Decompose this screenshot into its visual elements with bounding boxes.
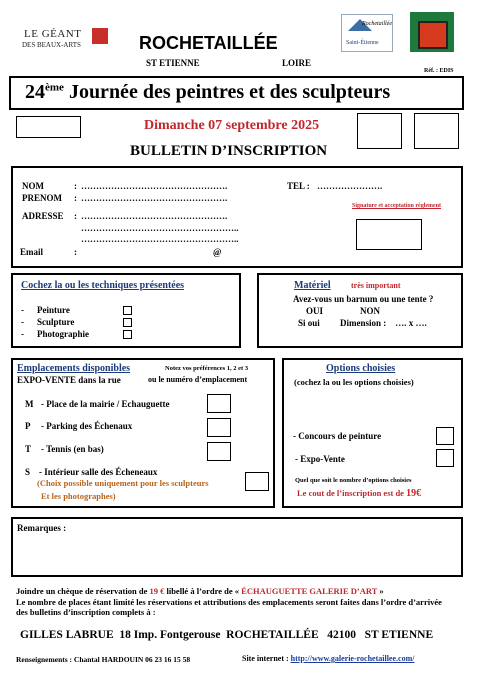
options-cost-text: Le cout de l’inscription est de	[297, 488, 404, 498]
technique-label-photographie: Photographie	[37, 329, 90, 339]
logo-left-mark	[92, 28, 108, 44]
emplacement-label-t: - Tennis (en bas)	[41, 444, 104, 454]
logo-left-line1: LE GÉANT	[24, 28, 82, 40]
logo-right-inner	[418, 21, 448, 49]
options-subtitle: (cochez la ou les options choisies)	[294, 377, 414, 387]
nom-colon: :	[74, 181, 77, 191]
email-at: @	[213, 247, 222, 257]
adresse-dots-3: ……………………………………………..	[81, 234, 239, 244]
options-cost-value: 19€	[406, 488, 422, 499]
logo-center-name: Rochetaillée	[362, 21, 392, 27]
emplacement-letter-p: P	[25, 421, 31, 431]
signature-label: Signature et acceptation règlement	[352, 203, 442, 209]
prenom-label: PRENOM	[22, 193, 62, 203]
emplacement-box-s[interactable]	[245, 472, 269, 491]
options-box	[282, 358, 463, 508]
materiel-question: Avez-vous un barnum ou une tente ?	[293, 294, 434, 304]
title-text: Journée des peintres et des sculpteurs	[68, 81, 391, 103]
emplacements-note1: Notez vos préférences 1, 2 et 3	[165, 365, 249, 372]
options-cost	[297, 488, 421, 499]
photo-box-right-2	[414, 113, 459, 149]
bulletin-title: BULLETIN D’INSCRIPTION	[130, 143, 328, 159]
logo-left	[20, 26, 110, 52]
emplacement-box-t[interactable]	[207, 442, 231, 461]
email-colon: :	[74, 247, 77, 257]
email-label: Email	[20, 247, 44, 257]
tel-dots: ………………….	[317, 181, 383, 191]
signature-box[interactable]	[356, 219, 422, 250]
identity-box	[11, 166, 463, 268]
nom-label: NOM	[22, 181, 44, 191]
footer-line1-b: libellé à l’ordre de «	[166, 586, 240, 596]
footer-site-label: Site internet :	[242, 654, 289, 663]
emplacement-label-m: - Place de la mairie / Echauguette	[41, 399, 170, 409]
prenom-colon: :	[74, 193, 77, 203]
techniques-box	[11, 273, 241, 348]
technique-label-sculpture: Sculpture	[37, 317, 75, 327]
option-label-expo: - Expo-Vente	[295, 454, 345, 464]
emplacement-label-s: - Intérieur salle des Écheneaux	[39, 467, 158, 477]
event-date: Dimanche 07 septembre 2025	[144, 118, 320, 133]
technique-checkbox-sculpture[interactable]	[123, 318, 132, 327]
footer-line1	[16, 586, 384, 596]
materiel-dimension: Dimension : …. x ….	[340, 318, 427, 328]
footer-site-link[interactable]: http://www.galerie-rochetaillee.com/	[290, 654, 415, 663]
techniques-title: Cochez la ou les techniques présentées	[21, 280, 185, 291]
materiel-non[interactable]: NON	[360, 306, 380, 316]
remarques-box[interactable]	[11, 517, 463, 577]
logo-left-line2: DES BEAUX-ARTS	[22, 41, 81, 49]
adresse-colon: :	[74, 211, 77, 221]
option-box-concours[interactable]	[436, 427, 454, 445]
footer-line2: Le nombre de places étant limité les réservations et attributions des emplacements seront faites dans l’ordre d’arrivée des bulletins d’inscription complets à :	[16, 597, 442, 617]
title-ordinal: 24	[25, 81, 45, 103]
technique-dash-3: -	[21, 329, 24, 339]
town-title: ROCHETAILLÉE	[139, 33, 278, 53]
remarques-label: Remarques :	[17, 523, 67, 533]
technique-checkbox-peinture[interactable]	[123, 306, 132, 315]
sub-right: LOIRE	[282, 58, 312, 68]
emplacement-label-p: - Parking des Échenaux	[41, 421, 133, 431]
technique-dash-2: -	[21, 317, 24, 327]
materiel-si-oui: Si oui	[298, 318, 320, 328]
nom-dots: ………………………………………….	[81, 181, 228, 191]
footer-line1-c: »	[379, 586, 384, 596]
materiel-box	[257, 273, 463, 348]
sub-left: ST ETIENNE	[146, 58, 200, 68]
emplacement-choice-note2: Et les photographes)	[41, 491, 116, 501]
emplacement-box-p[interactable]	[207, 418, 231, 437]
ref-code: Réf. : EDIS	[424, 68, 454, 74]
logo-center	[341, 14, 393, 52]
emplacement-letter-s: S	[25, 467, 31, 477]
options-title: Options choisies	[326, 363, 396, 374]
technique-label-peinture: Peinture	[37, 305, 70, 315]
photo-box-right-1	[357, 113, 402, 149]
photo-box-left	[16, 116, 81, 138]
emplacement-letter-m: M	[25, 399, 34, 409]
footer-address: GILLES LABRUE 18 Imp. Fontgerouse ROCHETAILLÉE 42100 ST ETIENNE	[20, 629, 434, 641]
emplacement-box-m[interactable]	[207, 394, 231, 413]
options-count-note: Quel que soit le nombre d’options choisies	[295, 477, 412, 484]
footer-payee: ÉCHAUGUETTE GALERIE D’ART	[241, 586, 378, 596]
materiel-title: Matériel	[294, 280, 331, 291]
adresse-dots-1: ………………………………………….	[81, 211, 228, 221]
materiel-oui[interactable]: OUI	[306, 306, 324, 316]
footer-info: Renseignements : Chantal HARDOUIN 06 23 16 15 58	[16, 655, 191, 664]
footer-line1-a: Joindre un chèque de réservation de	[16, 586, 148, 596]
emplacements-expo: EXPO-VENTE dans la rue	[17, 375, 121, 385]
page-title	[25, 81, 390, 104]
adresse-dots-2: ……………………………………………..	[81, 223, 239, 233]
option-label-concours: - Concours de peinture	[293, 431, 382, 441]
footer-amount: 19 €	[149, 586, 165, 596]
option-box-expo[interactable]	[436, 449, 454, 467]
emplacements-box	[11, 358, 275, 508]
technique-checkbox-photographie[interactable]	[123, 330, 132, 339]
technique-dash-1: -	[21, 305, 24, 315]
tel-label: TEL :	[287, 181, 310, 191]
title-suffix: ème	[45, 81, 64, 94]
prenom-dots: ………………………………………….	[81, 193, 228, 203]
emplacements-title: Emplacements disponibles	[17, 363, 131, 374]
footer-site	[242, 654, 414, 663]
adresse-label: ADRESSE	[22, 211, 64, 221]
title-box	[9, 76, 464, 110]
emplacement-choice-note1: (Choix possible uniquement pour les sculpteurs	[37, 478, 209, 488]
logo-center-city: Saint-Étienne	[346, 40, 379, 46]
logo-right	[410, 12, 454, 52]
emplacements-note2: ou le numéro d’emplacement	[148, 375, 248, 384]
materiel-important: très important	[351, 281, 401, 290]
emplacement-letter-t: T	[25, 444, 32, 454]
